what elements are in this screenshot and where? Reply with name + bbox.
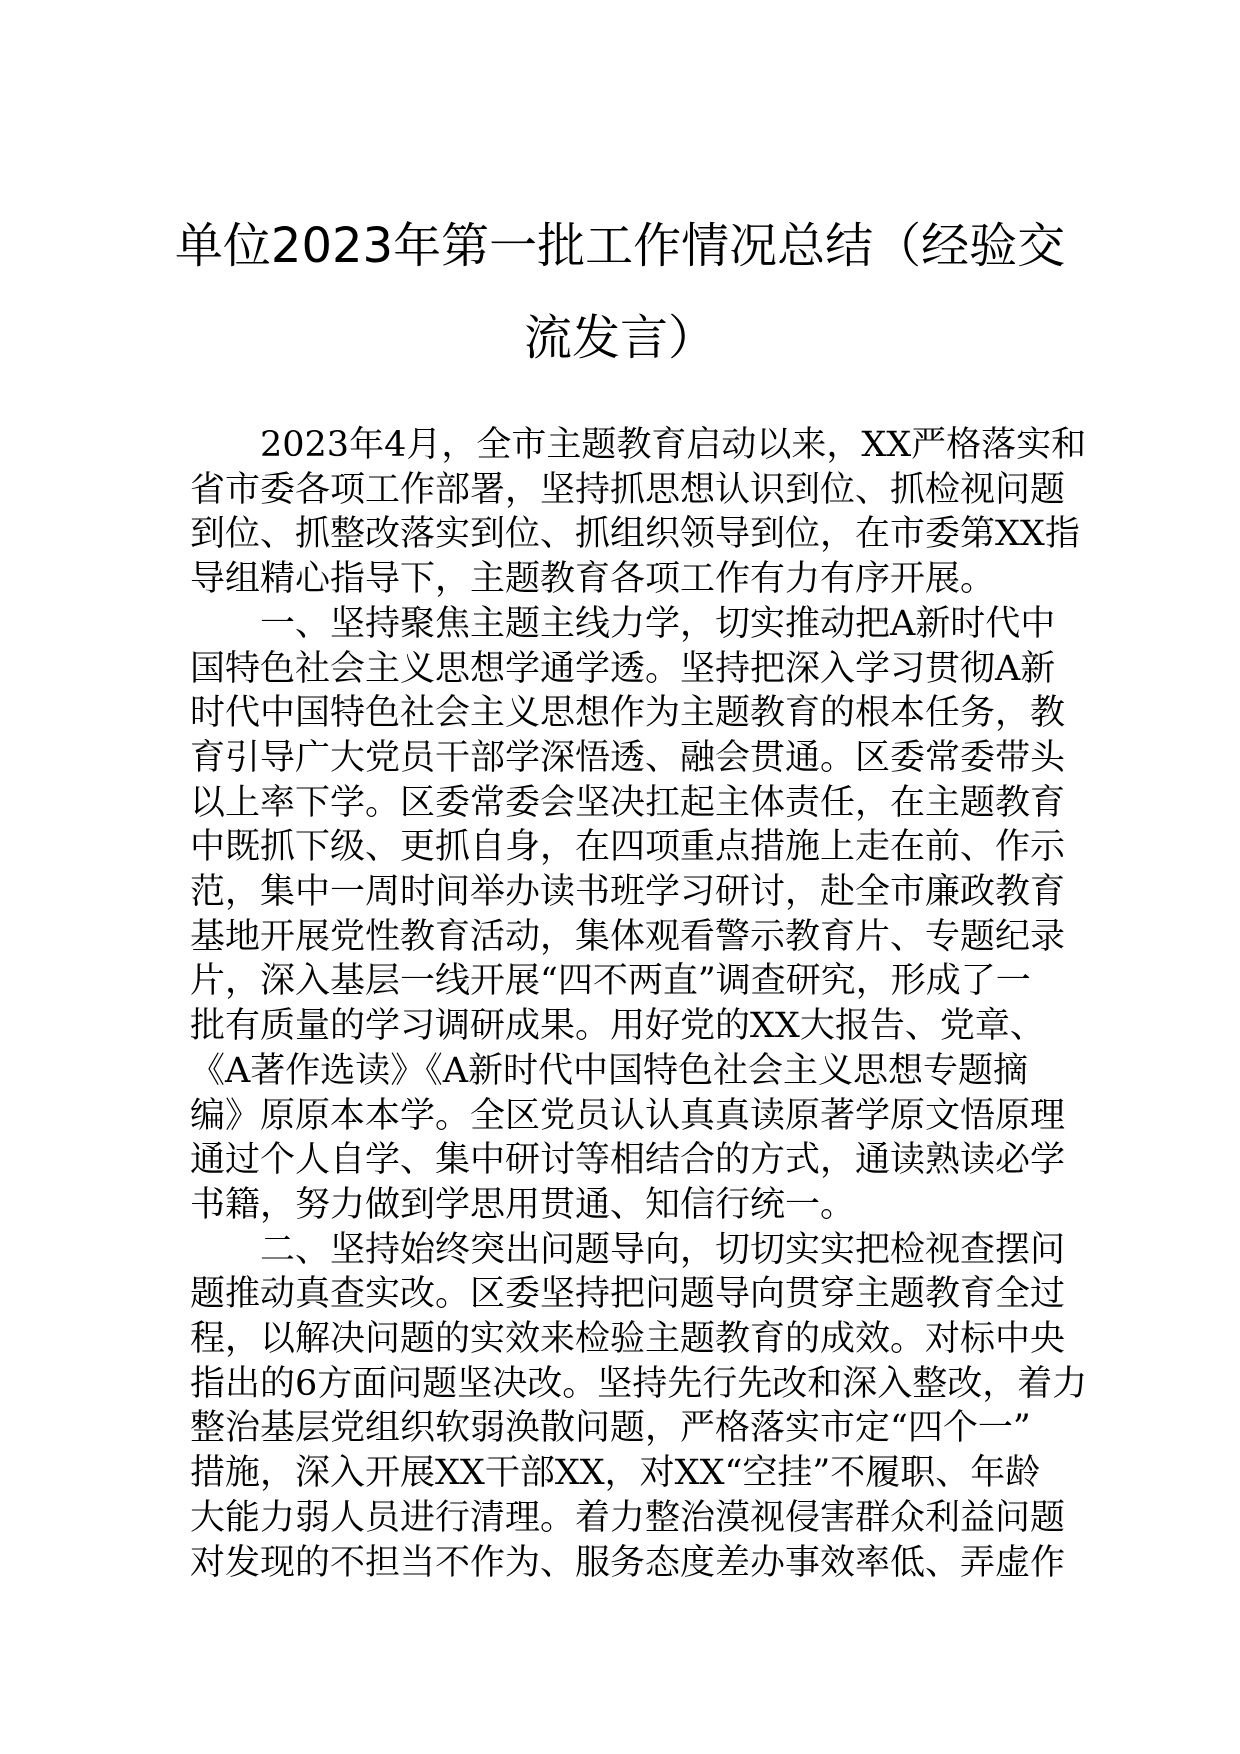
paragraph-intro-line: 2023年4月，全市主题教育启动以来，XX严格落实和 (260, 425, 1087, 465)
paragraph-section-one-line: 时代中国特色社会主义思想作为主题教育的根本任务，教 (190, 693, 1066, 734)
document-title (150, 200, 1090, 384)
paragraph-section-one-line: 一、坚持聚焦主题主线力学，切实推动把A新时代中 (260, 603, 1056, 644)
paragraph-section-two-line: 程，以解决问题的实效来检验主题教育的成效。对标中央 (190, 1319, 1066, 1360)
title-line: 流发言） (523, 310, 716, 366)
paragraph-section-two-line: 大能力弱人员进行清理。着力整治漠视侵害群众利益问题 (190, 1497, 1066, 1538)
paragraph-section-one-line: 批有质量的学习调研成果。用好党的XX大报告、党章、 (190, 1006, 1045, 1047)
paragraph-section-one-line: 《A著作选读》《A新时代中国特色社会主义思想专题摘 (190, 1050, 1029, 1091)
paragraph-section-two-line: 题推动真查实改。区委坚持把问题导向贯穿主题教育全过 (190, 1274, 1066, 1315)
paragraph-section-one-line: 中既抓下级、更抓自身，在四项重点措施上走在前、作示 (190, 827, 1066, 868)
paragraph-intro-line: 到位、抓整改落实到位、抓组织领导到位，在市委第XX指 (190, 514, 1080, 555)
paragraph-section-two-line: 整治基层党组织软弱涣散问题，严格落实市定“四个一” (190, 1408, 1031, 1449)
paragraph-section-two-line: 二、坚持始终突出问题导向，切切实实把检视查摆问 (260, 1229, 1066, 1270)
paragraph-section-two-line: 措施，深入开展XX干部XX，对XX“空挂”不履职、年龄 (190, 1453, 1041, 1494)
paragraph-section-one-line: 范，集中一周时间举办读书班学习研讨，赴全市廉政教育 (190, 872, 1066, 913)
title-line: 单位2023年第一批工作情况总结（经验交 (174, 218, 1066, 274)
paragraph-section-one-line: 编》原原本本学。全区党员认认真真读原著学原文悟原理 (190, 1095, 1066, 1136)
document-body (190, 423, 1088, 1585)
paragraph-section-one-line: 育引导广大党员干部学深悟透、融会贯通。区委常委带头 (190, 737, 1066, 778)
paragraph-intro-line: 省市委各项工作部署，坚持抓思想认识到位、抓检视问题 (190, 469, 1066, 510)
paragraph-section-one-line: 书籍，努力做到学思用贯通、知信行统一。 (190, 1184, 856, 1225)
paragraph-section-one-line: 片，深入基层一线开展“四不两直”调查研究，形成了一 (190, 961, 1031, 1002)
paragraph-section-two-line: 指出的6方面问题坚决改。坚持先行先改和深入整改，着力 (190, 1363, 1088, 1404)
paragraph-section-one-line: 基地开展党性教育活动，集体观看警示教育片、专题纪录 (190, 916, 1066, 957)
paragraph-intro-line: 导组精心指导下，主题教育各项工作有力有序开展。 (190, 559, 996, 600)
paragraph-section-one-line: 通过个人自学、集中研讨等相结合的方式，通读熟读必学 (190, 1140, 1066, 1181)
paragraph-section-one-line: 国特色社会主义思想学通学透。坚持把深入学习贯彻A新 (190, 648, 1056, 689)
paragraph-section-two-line: 对发现的不担当不作为、服务态度差办事效率低、弄虚作 (190, 1542, 1066, 1583)
paragraph-section-one-line: 以上率下学。区委常委会坚决扛起主体责任，在主题教育 (190, 782, 1066, 823)
